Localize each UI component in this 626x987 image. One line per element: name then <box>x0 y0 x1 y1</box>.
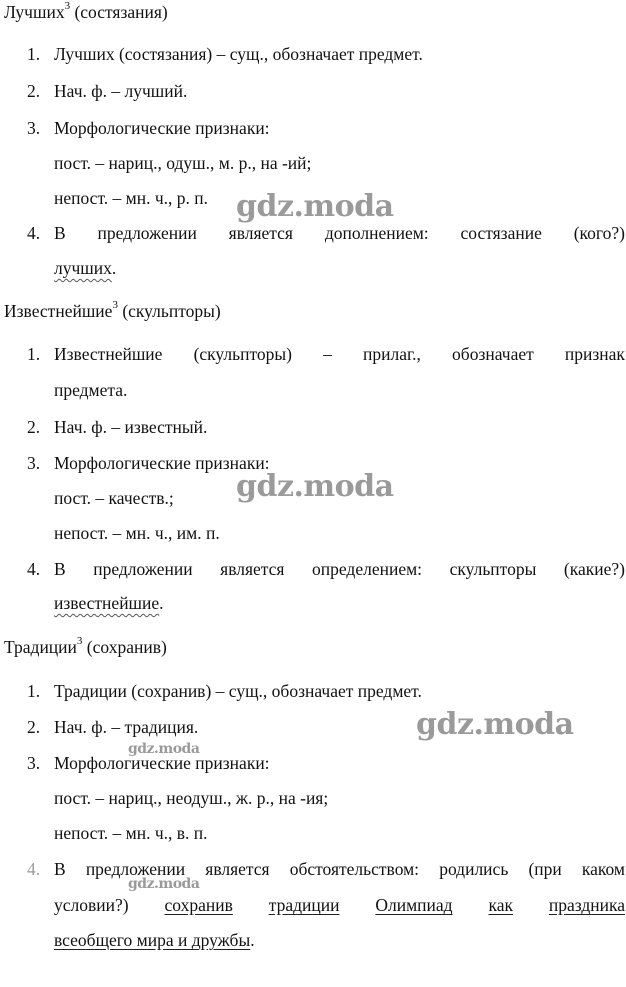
sentence-role-line: В предложении является определением: скульпторы (какие?) <box>54 559 625 579</box>
constant-features: пост. – нариц., неодуш., ж. р., на -ия; <box>54 788 329 808</box>
variable-features: непост. – мн. ч., им. п. <box>54 523 220 543</box>
constant-features: пост. – качеств.; <box>54 488 174 508</box>
item-number: 2. <box>27 717 41 737</box>
watermark-logo: gdz.moda <box>128 876 200 892</box>
item-number: 3. <box>27 453 41 473</box>
item-number: 4. <box>27 859 41 879</box>
item-number: 3. <box>27 753 41 773</box>
item-number: 2. <box>27 81 41 101</box>
underlined-phrase: всеобщего мира и дружбы <box>54 930 251 950</box>
watermark-logo: gdz.moda <box>416 707 574 742</box>
item-text: Нач. ф. – известный. <box>54 417 208 437</box>
watermark-logo: gdz.moda <box>236 189 394 224</box>
underlined-word: лучших <box>54 258 112 278</box>
constant-features: пост. – нариц., одуш., м. р., на -ий; <box>54 153 312 173</box>
item-number: 3. <box>27 118 41 138</box>
heading-izvestneyshie: Известнейшие$^3$ (скульпторы) <box>4 299 221 321</box>
item-number: 1. <box>27 344 41 364</box>
item-text: Нач. ф. – лучший. <box>54 81 188 101</box>
underlined-word: известнейшие <box>54 593 160 613</box>
item-text: Традиции (сохранив) – сущ., обозначает предмет. <box>54 681 422 701</box>
watermark-logo: gdz.moda <box>128 741 200 757</box>
item-text: Морфологические признаки: <box>54 118 270 138</box>
variable-features: непост. – мн. ч., в. п. <box>54 823 208 843</box>
item-text: Морфологические признаки: <box>54 753 270 773</box>
sentence-role-line: В предложении является обстоятельством: родились (при каком <box>54 859 625 879</box>
watermark-logo: gdz.moda <box>236 469 394 504</box>
item-number: 4. <box>27 223 41 243</box>
heading-luchshikh: Лучших$^3$ (состязания) <box>4 0 168 22</box>
sentence-role-end: лучших. <box>54 258 117 278</box>
item-number: 1. <box>27 681 41 701</box>
heading-traditsii: Традиции$^3$ (сохранив) <box>4 635 167 657</box>
sentence-role-line: В предложении является дополнением: состязание (кого?) <box>54 223 625 243</box>
item-text: Морфологические признаки: <box>54 453 270 473</box>
item-number: 1. <box>27 44 41 64</box>
item-text: предмета. <box>54 380 128 400</box>
item-number: 4. <box>27 559 41 579</box>
variable-features: непост. – мн. ч., р. п. <box>54 188 209 208</box>
sentence-role-line-2: условии?) сохранив традиции Олимпиад как праздника <box>54 895 625 915</box>
item-text: Лучших (состязания) – сущ., обозначает предмет. <box>54 44 423 64</box>
sentence-role-end: известнейшие. <box>54 593 164 613</box>
sentence-role-end: всеобщего мира и дружбы. <box>54 930 255 950</box>
item-text-justified: Известнейшие (скульпторы) – прилаг., обозначает признак <box>54 344 625 364</box>
item-text: Нач. ф. – традиция. <box>54 717 199 737</box>
item-number: 2. <box>27 417 41 437</box>
